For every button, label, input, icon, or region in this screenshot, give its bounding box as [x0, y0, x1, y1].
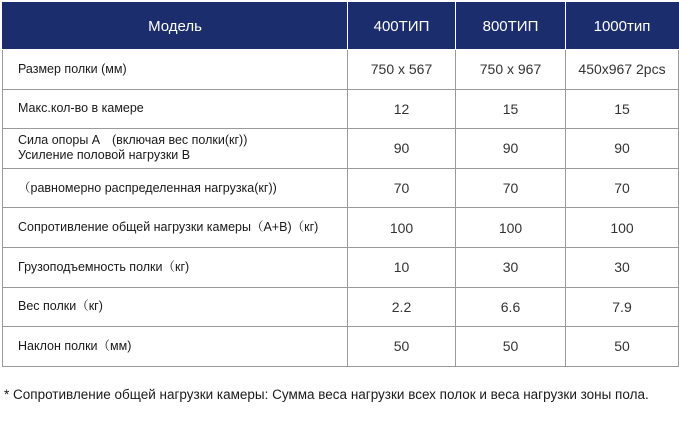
table-header — [3, 3, 679, 50]
row-label — [3, 247, 348, 287]
table-row — [3, 287, 679, 327]
cell-400: 12 — [348, 89, 456, 129]
row-label-text: （равномерно распределенная нагрузка(кг)) — [18, 180, 277, 195]
cell-400: 100 — [348, 208, 456, 248]
cell-800: 15 — [456, 89, 566, 129]
cell-1000: 100 — [566, 208, 679, 248]
row-label-text: Наклон полки（мм) — [18, 338, 132, 353]
cell-400: 750 x 567 — [348, 50, 456, 90]
header-800-type: 800ТИП — [456, 3, 566, 50]
footnote: * Сопротивление общей нагрузки камеры: Сумма веса нагрузки всех полок и веса нагрузки зоны пола. — [4, 387, 649, 402]
table-row — [3, 168, 679, 208]
row-label — [3, 287, 348, 327]
header-row — [3, 3, 679, 50]
cell-400: 70 — [348, 168, 456, 208]
cell-1000: 90 — [566, 129, 679, 169]
table-body — [3, 50, 679, 367]
row-label — [3, 89, 348, 129]
cell-1000: 450x967 2pcs — [566, 50, 679, 90]
cell-800: 100 — [456, 208, 566, 248]
row-label-text: Вес полки（кг) — [18, 299, 103, 314]
row-label — [3, 129, 348, 169]
row-label — [3, 208, 348, 248]
cell-800: 90 — [456, 129, 566, 169]
cell-1000: 15 — [566, 89, 679, 129]
cell-1000: 7.9 — [566, 287, 679, 327]
row-label-text: Сопротивление общей нагрузки камеры（A+B)（кг) — [18, 220, 319, 235]
cell-1000: 50 — [566, 327, 679, 367]
cell-800: 30 — [456, 247, 566, 287]
cell-400: 2.2 — [348, 287, 456, 327]
header-400-type: 400ТИП — [348, 3, 456, 50]
row-label — [3, 327, 348, 367]
row-label — [3, 50, 348, 90]
cell-800: 6.6 — [456, 287, 566, 327]
row-label-text: Размер полки (мм) — [18, 61, 127, 76]
cell-400: 90 — [348, 129, 456, 169]
spec-table — [2, 2, 679, 367]
row-label — [3, 168, 348, 208]
table-row — [3, 129, 679, 169]
row-label-text: Усиление половой нагрузки B — [18, 148, 191, 163]
header-1000-type: 1000тип — [566, 3, 679, 50]
cell-1000: 70 — [566, 168, 679, 208]
row-label-text: Грузоподъемность полки（кг) — [18, 259, 190, 274]
cell-800: 50 — [456, 327, 566, 367]
row-label-text: Сила опоры A (включая вес полки(кг)) — [18, 133, 248, 148]
table-row — [3, 89, 679, 129]
cell-800: 70 — [456, 168, 566, 208]
row-label-text: Макс.кол-во в камере — [18, 101, 144, 116]
cell-1000: 30 — [566, 247, 679, 287]
cell-400: 50 — [348, 327, 456, 367]
cell-400: 10 — [348, 247, 456, 287]
table-row — [3, 50, 679, 90]
cell-800: 750 x 967 — [456, 50, 566, 90]
table-row — [3, 327, 679, 367]
table-row — [3, 208, 679, 248]
table-row — [3, 247, 679, 287]
header-model: Модель — [3, 3, 348, 50]
